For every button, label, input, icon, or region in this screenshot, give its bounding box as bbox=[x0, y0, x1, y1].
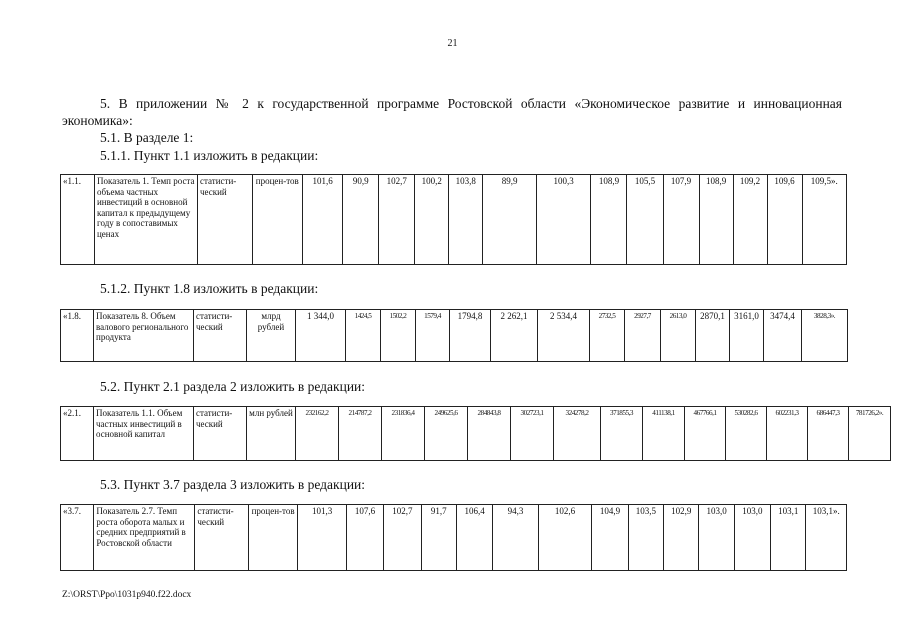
value-cell: 2732,5 bbox=[590, 310, 625, 362]
table-item-3-7 bbox=[60, 504, 847, 571]
value-cell: 100,3 bbox=[536, 175, 591, 265]
paragraph-5-1: 5.1. В разделе 1: bbox=[100, 130, 194, 145]
value-cell: 214787,2 bbox=[339, 407, 382, 461]
page-number: 21 bbox=[447, 38, 458, 49]
value-cell: 90,9 bbox=[343, 175, 379, 265]
indicator-unit: процен-тов bbox=[252, 175, 302, 265]
indicator-unit: млрд рублей bbox=[247, 310, 296, 362]
table-row bbox=[61, 175, 847, 265]
value-cell: 108,9 bbox=[591, 175, 627, 265]
paragraph-5-1-1: 5.1.1. Пункт 1.1 изложить в редакции: bbox=[100, 148, 319, 163]
value-cell: 100,2 bbox=[415, 175, 449, 265]
table-item-1-8 bbox=[60, 309, 848, 362]
table-row bbox=[61, 310, 848, 362]
value-cell: 1579,4 bbox=[416, 310, 450, 362]
value-cell: 94,3 bbox=[493, 505, 538, 571]
value-cell: 107,6 bbox=[346, 505, 383, 571]
value-cell: 530282,6 bbox=[726, 407, 767, 461]
item-number: «2.1. bbox=[61, 407, 94, 461]
value-cell: 3161,0 bbox=[730, 310, 764, 362]
value-cell: 102,7 bbox=[384, 505, 421, 571]
indicator-type: статисти-ческий bbox=[197, 175, 252, 265]
value-cell: 231836,4 bbox=[382, 407, 425, 461]
value-cell: 106,4 bbox=[456, 505, 492, 571]
value-cell: 109,5». bbox=[802, 175, 846, 265]
indicator-type: статисти-ческий bbox=[195, 505, 249, 571]
value-cell: 2 262,1 bbox=[491, 310, 538, 362]
paragraph-5-2: 5.2. Пункт 2.1 раздела 2 изложить в редакции: bbox=[100, 379, 366, 394]
value-cell: 109,2 bbox=[733, 175, 767, 265]
value-cell: 89,9 bbox=[483, 175, 537, 265]
indicator-name: Показатель 1. Темп роста объема частных инвестиций в основной капитал к предыдущему году в сопоставимых ценах bbox=[94, 175, 197, 265]
paragraph-5-3: 5.3. Пункт 3.7 раздела 3 изложить в редакции: bbox=[100, 477, 366, 492]
value-cell: 104,9 bbox=[592, 505, 628, 571]
value-cell: 103,1». bbox=[806, 505, 847, 571]
value-cell: 232162,2 bbox=[296, 407, 339, 461]
table-item-2-1 bbox=[60, 406, 891, 461]
value-cell: 781726,2». bbox=[849, 407, 891, 461]
value-cell: 1 344,0 bbox=[296, 310, 346, 362]
indicator-name: Показатель 8. Объем валового регионального продукта bbox=[94, 310, 194, 362]
paragraph-5-1-2: 5.1.2. Пункт 1.8 изложить в редакции: bbox=[100, 281, 319, 296]
value-cell: 1794,8 bbox=[450, 310, 491, 362]
indicator-unit: млн рублей bbox=[247, 407, 296, 461]
value-cell: 467766,1 bbox=[685, 407, 726, 461]
value-cell: 3828,3». bbox=[802, 310, 848, 362]
value-cell: 102,7 bbox=[379, 175, 415, 265]
value-cell: 686447,3 bbox=[808, 407, 849, 461]
value-cell: 302723,1 bbox=[511, 407, 554, 461]
paragraph-5: 5. В приложении № 2 к государственной программе Ростовской области «Экономическое развитие и инновационная экономика»: bbox=[62, 96, 842, 128]
value-cell: 103,0 bbox=[699, 505, 734, 571]
value-cell: 2613,0 bbox=[661, 310, 696, 362]
value-cell: 101,3 bbox=[298, 505, 346, 571]
value-cell: 107,9 bbox=[663, 175, 699, 265]
value-cell: 108,9 bbox=[699, 175, 733, 265]
indicator-name: Показатель 1.1. Объем частных инвестиций в основной капитал bbox=[94, 407, 194, 461]
table-row bbox=[61, 407, 891, 461]
value-cell: 284843,8 bbox=[468, 407, 511, 461]
value-cell: 102,6 bbox=[538, 505, 592, 571]
indicator-name: Показатель 2.7. Темп роста оборота малых и средних предприятий в Ростовской области bbox=[94, 505, 195, 571]
value-cell: 1502,2 bbox=[381, 310, 416, 362]
value-cell: 324278,2 bbox=[554, 407, 601, 461]
value-cell: 102,9 bbox=[664, 505, 699, 571]
value-cell: 411138,1 bbox=[643, 407, 685, 461]
indicator-unit: процен-тов bbox=[248, 505, 298, 571]
item-number: «1.8. bbox=[61, 310, 94, 362]
value-cell: 101,6 bbox=[303, 175, 343, 265]
value-cell: 602231,3 bbox=[767, 407, 808, 461]
value-cell: 103,1 bbox=[771, 505, 806, 571]
indicator-type: статисти-ческий bbox=[194, 407, 247, 461]
indicator-type: статисти-ческий bbox=[194, 310, 247, 362]
value-cell: 103,0 bbox=[734, 505, 770, 571]
table-item-1-1 bbox=[60, 174, 847, 265]
value-cell: 105,5 bbox=[627, 175, 663, 265]
file-path-footer: Z:\ORST\Ppo\1031p940.f22.docx bbox=[62, 590, 192, 600]
value-cell: 2927,7 bbox=[625, 310, 661, 362]
value-cell: 91,7 bbox=[421, 505, 456, 571]
table-row bbox=[61, 505, 847, 571]
value-cell: 109,6 bbox=[767, 175, 802, 265]
value-cell: 103,8 bbox=[449, 175, 483, 265]
value-cell: 371855,3 bbox=[601, 407, 643, 461]
item-number: «3.7. bbox=[61, 505, 94, 571]
item-number: «1.1. bbox=[61, 175, 95, 265]
value-cell: 1424,5 bbox=[346, 310, 381, 362]
value-cell: 2 534,4 bbox=[538, 310, 590, 362]
value-cell: 3474,4 bbox=[764, 310, 802, 362]
value-cell: 2870,1 bbox=[696, 310, 730, 362]
value-cell: 103,5 bbox=[628, 505, 663, 571]
value-cell: 249625,6 bbox=[425, 407, 468, 461]
